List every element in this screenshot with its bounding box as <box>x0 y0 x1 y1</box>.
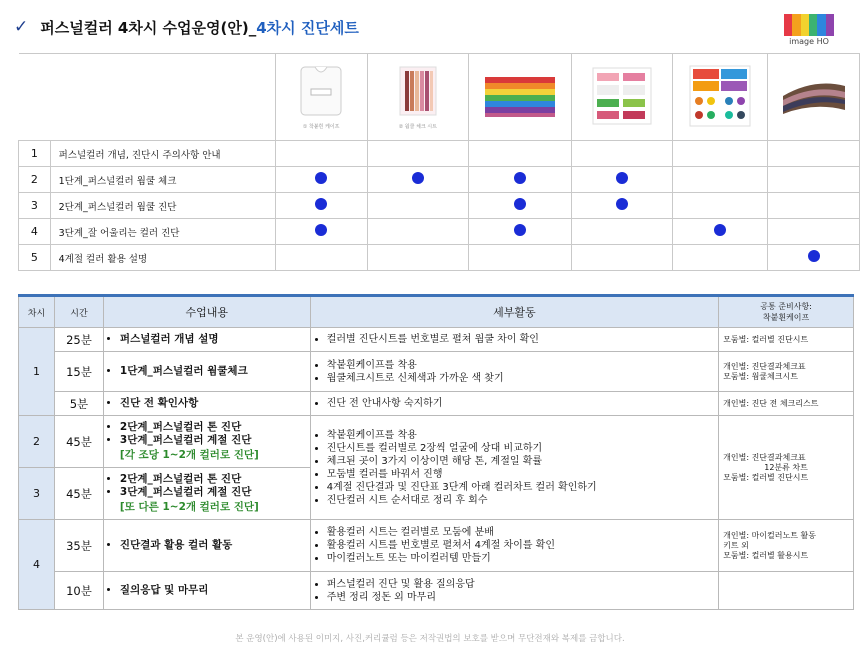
matrix-cell <box>572 193 672 219</box>
check-dot-icon <box>315 224 327 236</box>
check-dot-icon <box>514 198 526 210</box>
row-time: 45분 <box>54 416 103 468</box>
check-dot-icon <box>616 198 628 210</box>
matrix-cell <box>768 141 860 167</box>
material-warmcool-sheet <box>367 54 468 141</box>
row-detail: • 착붙흰케이프를 착용 • 진단시트를 컬러별로 2장씩 얼굴에 상대 비교하기 • 체크된 곳이 3가지 이상이면 해당 톤, 계절일 확률 • 모둠별 컬러를 바꿔서 진행 • 4계절 진단결과 및 진단표 3단계 아래 컬러차트 컬러 확인하기 • 진단컬러 시트 순서대로 정리 후 회수 <box>310 416 718 520</box>
matrix-row <box>19 167 860 193</box>
matrix-cell <box>572 219 672 245</box>
title-sub: 4차시 진단세트 <box>256 18 359 37</box>
logo-bar <box>792 14 800 36</box>
matrix-cell <box>572 167 672 193</box>
matrix-cell <box>768 167 860 193</box>
row-content: • 2단계_퍼스널컬러 톤 진단 • 3단계_퍼스널컬러 계절 진단 [각 조당 1~2개 컬러로 진단] <box>103 416 310 468</box>
matrix-cell <box>367 245 468 271</box>
row-prep: 개인별: 진단결과체크표 12분류 차트 모둠별: 컬러별 진단시트 <box>719 416 854 520</box>
check-dot-icon <box>514 224 526 236</box>
header-time: 시간 <box>54 296 103 328</box>
material-diagnosis-charts <box>572 54 672 141</box>
matrix-cell <box>672 245 768 271</box>
color-sheets-image <box>483 73 557 119</box>
row-content: • 2단계_퍼스널컬러 톤 진단 • 3단계_퍼스널컬러 계절 진단 [또 다른 1~2개 컬러로 진단] <box>103 468 310 520</box>
color-charts-image <box>689 65 751 127</box>
check-dot-icon <box>412 172 424 184</box>
matrix-cell <box>468 219 572 245</box>
row-note: [각 조당 1~2개 컬러로 진단] <box>119 449 259 461</box>
schedule-row <box>19 572 854 610</box>
matrix-cell <box>468 141 572 167</box>
material-cape <box>275 54 367 141</box>
row-number: 2 <box>19 167 51 193</box>
row-number: 1 <box>19 141 51 167</box>
row-detail: • 진단 전 안내사항 숙지하기 <box>310 392 718 416</box>
header-content: 수업내용 <box>103 296 310 328</box>
matrix-cell <box>367 219 468 245</box>
image-caption-1: ① 착붙흰 케이프 <box>302 123 340 130</box>
row-label: 4계절 컬러 활용 설명 <box>50 245 275 271</box>
matrix-cell <box>572 245 672 271</box>
row-detail: • 활용컬러 시트는 컬러별로 모둠에 분배 • 활용컬러 시트를 번호별로 펼쳐서 4계절 차이를 확인 • 마이컬러노트 또는 마이컬러템 만들기 <box>310 520 718 572</box>
matrix-cell <box>672 167 768 193</box>
check-dot-icon <box>808 250 820 262</box>
schedule-table <box>18 294 854 610</box>
check-dot-icon <box>514 172 526 184</box>
matrix-cell <box>672 219 768 245</box>
matrix-row <box>19 219 860 245</box>
session-1: 1 <box>19 328 55 416</box>
matrix-cell <box>672 193 768 219</box>
copyright-footer: 본 운영(안)에 사용된 이미지, 사진,커리큘럼 등은 저작권법의 보호를 받으며 무단전재와 복제를 금합니다. <box>235 634 625 644</box>
header-session: 차시 <box>19 296 55 328</box>
matrix-cell <box>672 141 768 167</box>
matrix-cell <box>275 219 367 245</box>
logo-bar <box>817 14 825 36</box>
row-label: 2단계_퍼스널컬러 웜쿨 진단 <box>50 193 275 219</box>
matrix-cell <box>275 193 367 219</box>
row-number: 5 <box>19 245 51 271</box>
check-icon: ✓ <box>14 17 29 37</box>
matrix-row <box>19 245 860 271</box>
row-label: 1단계_퍼스널컬러 웜쿨 체크 <box>50 167 275 193</box>
check-dot-icon <box>315 172 327 184</box>
row-time: 45분 <box>54 468 103 520</box>
row-detail: • 퍼스널컬러 진단 및 활용 질의응답 • 주변 정리 정돈 외 마무리 <box>310 572 718 610</box>
row-time: 25분 <box>54 328 103 352</box>
matrix-cell <box>367 167 468 193</box>
row-time: 10분 <box>54 572 103 610</box>
schedule-row <box>19 416 854 468</box>
page-header <box>14 14 359 40</box>
matrix-cell <box>768 193 860 219</box>
row-detail: • 착붙흰케이프를 착용 • 웜쿨체크시트로 신체색과 가까운 색 찾기 <box>310 352 718 392</box>
brand-logo <box>784 14 834 46</box>
session-2: 2 <box>19 416 55 468</box>
matrix-cell <box>275 141 367 167</box>
check-dot-icon <box>616 172 628 184</box>
logo-bar <box>826 14 834 36</box>
page-title <box>40 17 359 38</box>
logo-bar <box>784 14 792 36</box>
row-detail: • 컬러별 진단시트를 번호별로 펼쳐 웜쿨 차이 확인 <box>310 328 718 352</box>
check-dot-icon <box>714 224 726 236</box>
row-prep: 개인별: 진단 전 체크리스트 <box>719 392 854 416</box>
header-detail: 세부활동 <box>310 296 718 328</box>
schedule-row <box>19 520 854 572</box>
schedule-header-row <box>19 296 854 328</box>
schedule-row <box>19 392 854 416</box>
matrix-row <box>19 193 860 219</box>
matrix-cell <box>572 141 672 167</box>
matrix-cell <box>768 219 860 245</box>
row-content: • 질의응답 및 마무리 <box>103 572 310 610</box>
row-prep: 개인별: 진단결과체크표 모둠별: 웜쿨체크시트 <box>719 352 854 392</box>
schedule-row <box>19 352 854 392</box>
title-main: 퍼스널컬러 4차시 수업운영(안)_ <box>40 18 257 37</box>
matrix-cell <box>275 167 367 193</box>
session-3: 3 <box>19 468 55 520</box>
material-color-sheets <box>468 54 572 141</box>
row-note: [또 다른 1~2개 컬러로 진단] <box>119 501 259 513</box>
matrix-row <box>19 141 860 167</box>
matrix-cell <box>468 245 572 271</box>
material-matrix <box>18 53 860 271</box>
row-content: • 퍼스널컬러 개념 설명 <box>103 328 310 352</box>
material-color-fabrics <box>768 54 860 141</box>
matrix-cell <box>468 193 572 219</box>
row-content: • 1단계_퍼스널컬러 웜쿨체크 <box>103 352 310 392</box>
image-row <box>19 54 860 141</box>
row-label: 3단계_잘 어울리는 컬러 진단 <box>50 219 275 245</box>
material-color-charts <box>672 54 768 141</box>
header-prep <box>719 296 854 328</box>
logo-caption: image HO <box>789 37 829 46</box>
check-dot-icon <box>315 198 327 210</box>
row-prep <box>719 572 854 610</box>
row-label: 퍼스널컬러 개념, 진단시 주의사항 안내 <box>50 141 275 167</box>
row-time: 35분 <box>54 520 103 572</box>
row-content: • 진단 전 확인사항 <box>103 392 310 416</box>
schedule-row <box>19 328 854 352</box>
matrix-cell <box>768 245 860 271</box>
matrix-cell <box>275 245 367 271</box>
warmcool-sheet-image <box>398 65 438 117</box>
color-fabrics-image <box>781 76 847 116</box>
logo-bars <box>784 14 834 36</box>
matrix-cell <box>468 167 572 193</box>
diagnosis-charts-image <box>592 67 652 125</box>
row-number: 3 <box>19 193 51 219</box>
row-content: • 진단결과 활용 컬러 활동 <box>103 520 310 572</box>
session-4: 4 <box>19 520 55 610</box>
row-number: 4 <box>19 219 51 245</box>
header-prep-line2: 착붙흰케이프 <box>762 313 810 322</box>
row-prep: 모둠별: 컬러별 진단시트 <box>719 328 854 352</box>
row-time: 15분 <box>54 352 103 392</box>
row-prep: 개인별: 마이컬러노트 활동 키트 외 모둠별: 컬러별 활용시트 <box>719 520 854 572</box>
matrix-cell <box>367 193 468 219</box>
logo-bar <box>801 14 809 36</box>
row-time: 5분 <box>54 392 103 416</box>
header-prep-line1: 공통 준비사항: <box>760 302 812 311</box>
image-caption-2: ② 웜쿨 체크 시트 <box>398 123 437 130</box>
logo-bar <box>809 14 817 36</box>
cape-image <box>298 65 344 117</box>
matrix-cell <box>367 141 468 167</box>
